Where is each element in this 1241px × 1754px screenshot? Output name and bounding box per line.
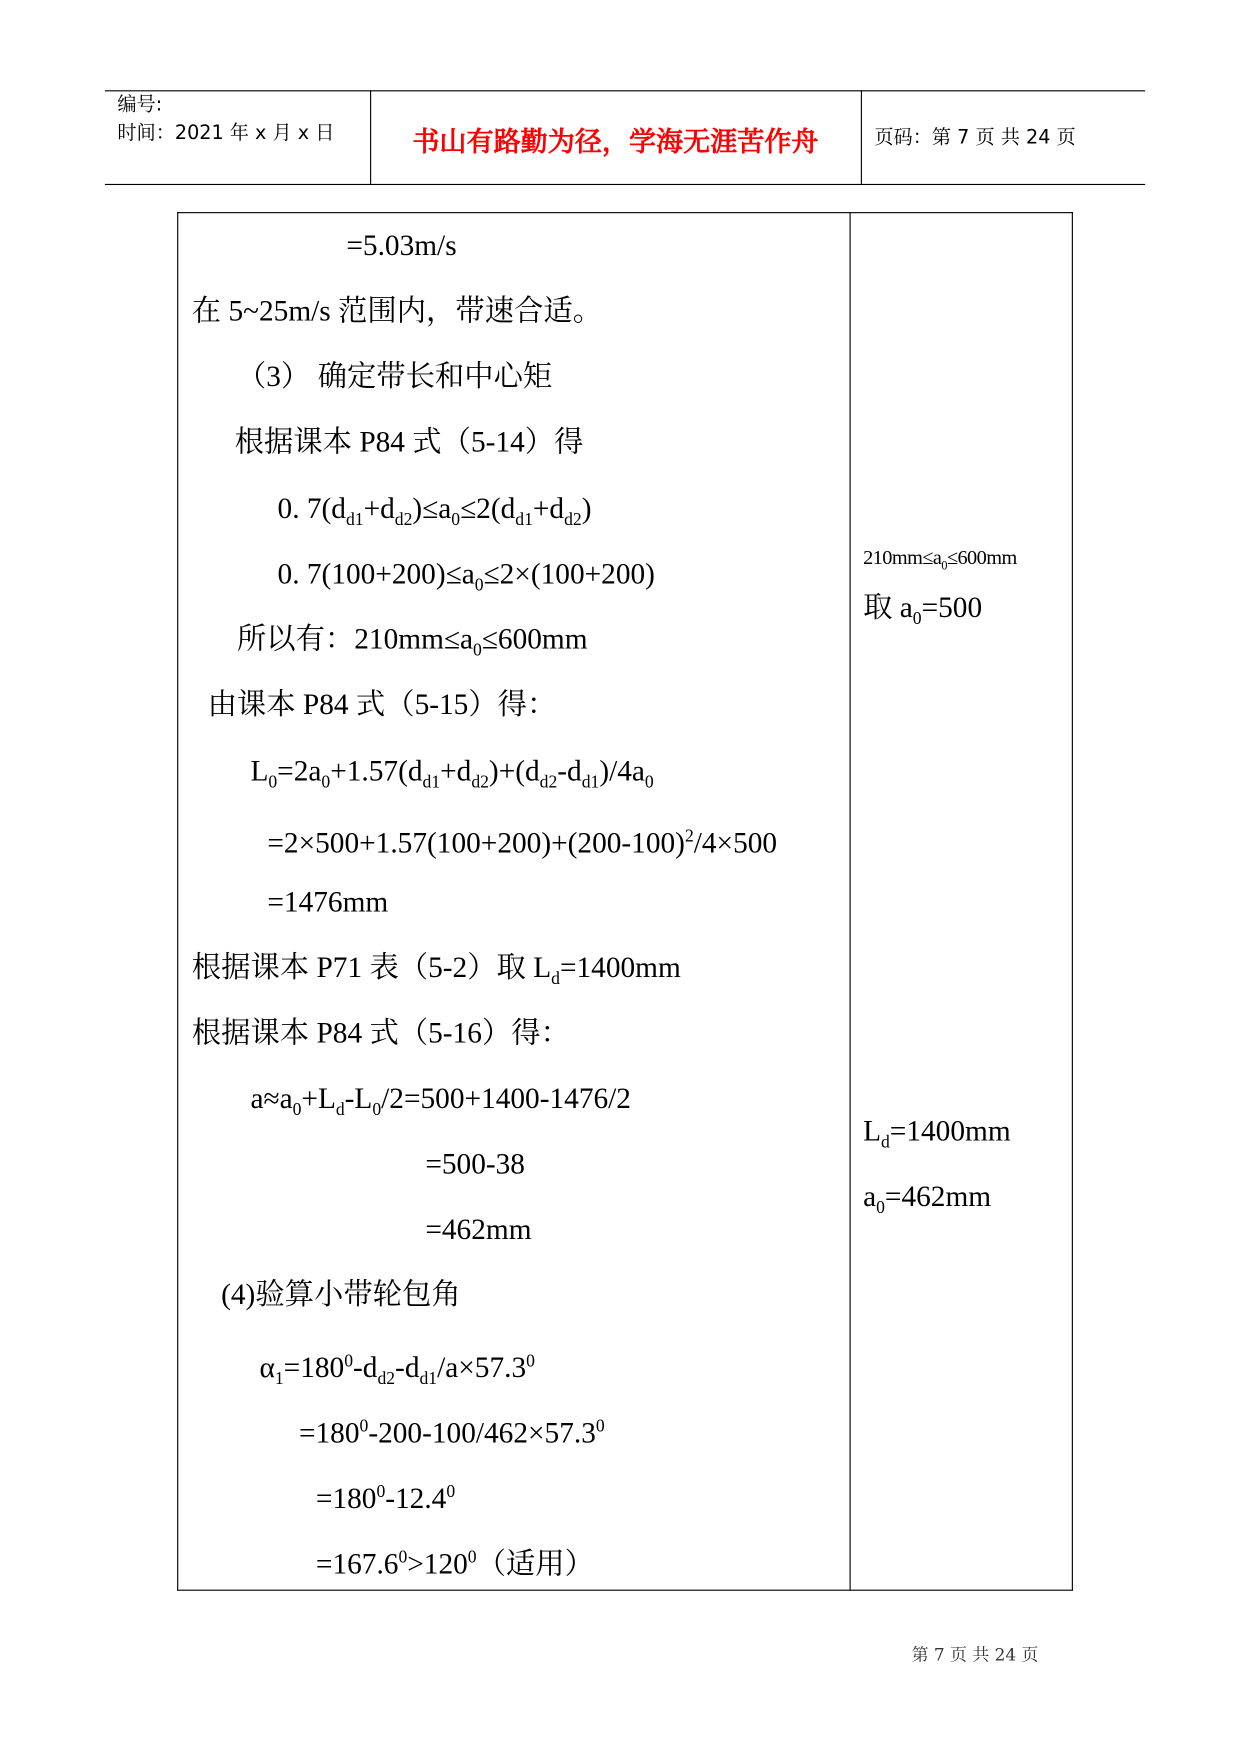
calculation-line [278, 557, 655, 602]
calculation-line [267, 820, 777, 860]
superscript: 0 [467, 1547, 477, 1568]
subscript: 0 [473, 641, 482, 661]
table-border-left [177, 212, 178, 1591]
subscript: d [881, 1132, 890, 1153]
text-segment: -12.4 [385, 1482, 447, 1515]
table-border-right [1072, 212, 1073, 1591]
text-segment: ) [581, 491, 592, 525]
result-line [863, 1180, 991, 1225]
subscript: 1 [274, 1369, 284, 1389]
subscript: d1 [422, 773, 441, 793]
text-segment: =2a [277, 754, 322, 788]
calculation-line [267, 886, 388, 920]
text-segment: 根据课本 P84 式（5-14）得 [234, 425, 584, 459]
calculation-line [425, 1147, 525, 1181]
calculation-line [221, 1278, 461, 1312]
text-segment: )/4a [599, 754, 645, 788]
subscript: 0 [372, 1100, 382, 1120]
text-segment: L [863, 1114, 882, 1148]
calculation-line [192, 951, 681, 996]
header-bottom-rule [105, 184, 1145, 185]
subscript: 0 [876, 1198, 885, 1218]
text-segment: ≤2×(100+200) [483, 557, 655, 591]
calculation-line [278, 492, 592, 537]
result-line [863, 1115, 1011, 1160]
text-segment: +d [440, 754, 472, 788]
text-segment: ≤600mm [946, 546, 1017, 569]
subscript: d [335, 1100, 345, 1120]
superscript: 0 [398, 1547, 408, 1568]
text-segment: (4)验算小带轮包角 [221, 1278, 461, 1311]
text-segment: 210mm≤a [863, 546, 942, 569]
text-segment: a [863, 1180, 877, 1213]
text-segment: 在 5~25m/s 范围内，带速合适。 [191, 294, 603, 328]
text-segment: -L [344, 1081, 373, 1115]
text-segment: =1400mm [889, 1114, 1011, 1148]
subscript: d2 [394, 510, 413, 530]
text-segment: 0. 7(100+200)≤a [277, 557, 475, 591]
text-segment: /4×500 [693, 826, 778, 860]
header-top-rule [105, 90, 1145, 91]
superscript: 2 [684, 826, 694, 847]
text-segment: -d [353, 1351, 378, 1384]
text-segment: -200-100/462×57.3 [368, 1416, 596, 1450]
text-segment: （3） 确定带长和中心矩 [236, 359, 553, 393]
subscript: d2 [564, 510, 582, 530]
text-segment: +L [301, 1081, 336, 1115]
subscript: d1 [515, 510, 533, 530]
text-segment: +d [532, 491, 565, 525]
subscript: 0 [451, 510, 461, 530]
text-segment: ≤600mm [481, 622, 588, 656]
result-line [863, 545, 1017, 578]
superscript: 0 [376, 1482, 386, 1502]
text-segment: =2×500+1.57(100+200)+(200-100) [267, 826, 685, 860]
calculation-line [235, 425, 584, 459]
superscript: 0 [526, 1351, 535, 1371]
subscript: 0 [292, 1100, 302, 1120]
superscript: 0 [446, 1482, 456, 1502]
calculation-line [250, 1082, 631, 1127]
superscript: 0 [359, 1417, 369, 1437]
text-segment: =180 [298, 1416, 360, 1450]
doc-date: 时间：2021 年 x 月 x 日 [117, 121, 335, 145]
doc-number-label: 编号: [117, 93, 163, 117]
text-segment: 根据课本 P71 表（5-2）取 L [191, 951, 552, 984]
superscript: 0 [344, 1351, 354, 1371]
subscript: d2 [471, 773, 489, 793]
subscript: d2 [377, 1369, 396, 1389]
subscript: d1 [581, 773, 600, 793]
header-divider [861, 90, 862, 184]
calculation-line [192, 294, 602, 328]
calculation-line [425, 1213, 531, 1247]
result-line [863, 591, 982, 636]
page-footer: 第 7 页 共 24 页 [911, 1644, 1039, 1666]
table-column-divider [850, 212, 851, 1591]
subscript: d1 [345, 510, 364, 530]
subscript: 0 [941, 559, 947, 573]
page-info: 页码：第 7 页 共 24 页 [874, 126, 1076, 149]
text-segment: L [250, 754, 269, 788]
text-segment: =180 [315, 1482, 377, 1515]
calculation-line [346, 229, 456, 263]
subscript: 0 [268, 773, 278, 793]
text-segment: =462mm [884, 1180, 992, 1213]
calculation-line [192, 1017, 570, 1051]
header-slogan: 书山有路勤为径，学海无涯苦作舟 [412, 125, 819, 158]
subscript: d1 [419, 1369, 438, 1389]
text-segment: >120 [407, 1547, 468, 1581]
text-segment: +d [363, 491, 395, 525]
calculation-line [237, 360, 552, 394]
subscript: d2 [539, 773, 558, 793]
text-segment: /a×57.3 [437, 1351, 527, 1384]
table-border-top [177, 212, 1073, 213]
calculation-line [316, 1541, 594, 1581]
text-segment: =462mm [425, 1212, 532, 1246]
text-segment: 取 a [863, 591, 913, 624]
text-segment: =500 [921, 591, 983, 624]
calculation-line [316, 1476, 455, 1516]
text-segment: =5.03m/s [346, 229, 457, 262]
text-segment: =167.6 [315, 1547, 399, 1581]
table-border-bottom [177, 1590, 1073, 1591]
subscript: 0 [321, 773, 331, 793]
subscript: 0 [644, 773, 654, 793]
text-segment: （适用） [476, 1547, 594, 1581]
text-segment: 根据课本 P84 式（5-16）得： [191, 1016, 570, 1050]
calculation-line [237, 623, 588, 668]
text-segment: -d [557, 754, 582, 788]
calculation-line [299, 1410, 605, 1450]
calculation-line [250, 755, 653, 800]
text-segment: 由课本 P84 式（5-15）得： [207, 688, 557, 721]
text-segment: =180 [283, 1351, 345, 1384]
text-segment: =1476mm [267, 885, 389, 919]
text-segment: ≤2(d [460, 491, 516, 525]
text-segment: =500-38 [425, 1147, 525, 1181]
text-segment: 0. 7(d [277, 491, 346, 525]
text-segment: )+(d [488, 754, 540, 788]
superscript: 0 [595, 1417, 605, 1437]
subscript: 0 [912, 609, 922, 629]
calculation-line [259, 1345, 534, 1397]
text-segment: )≤a [412, 491, 452, 525]
text-segment: a≈a [250, 1081, 293, 1115]
calculation-line [208, 688, 557, 722]
text-segment: =1400mm [559, 951, 681, 984]
text-segment: -d [395, 1351, 420, 1384]
subscript: 0 [474, 575, 484, 595]
text-segment: +1.57(d [330, 754, 423, 788]
text-segment: α [259, 1351, 275, 1384]
text-segment: /2=500+1400-1476/2 [381, 1081, 631, 1115]
subscript: d [551, 969, 560, 989]
text-segment: 所以有：210mm≤a [236, 622, 474, 656]
